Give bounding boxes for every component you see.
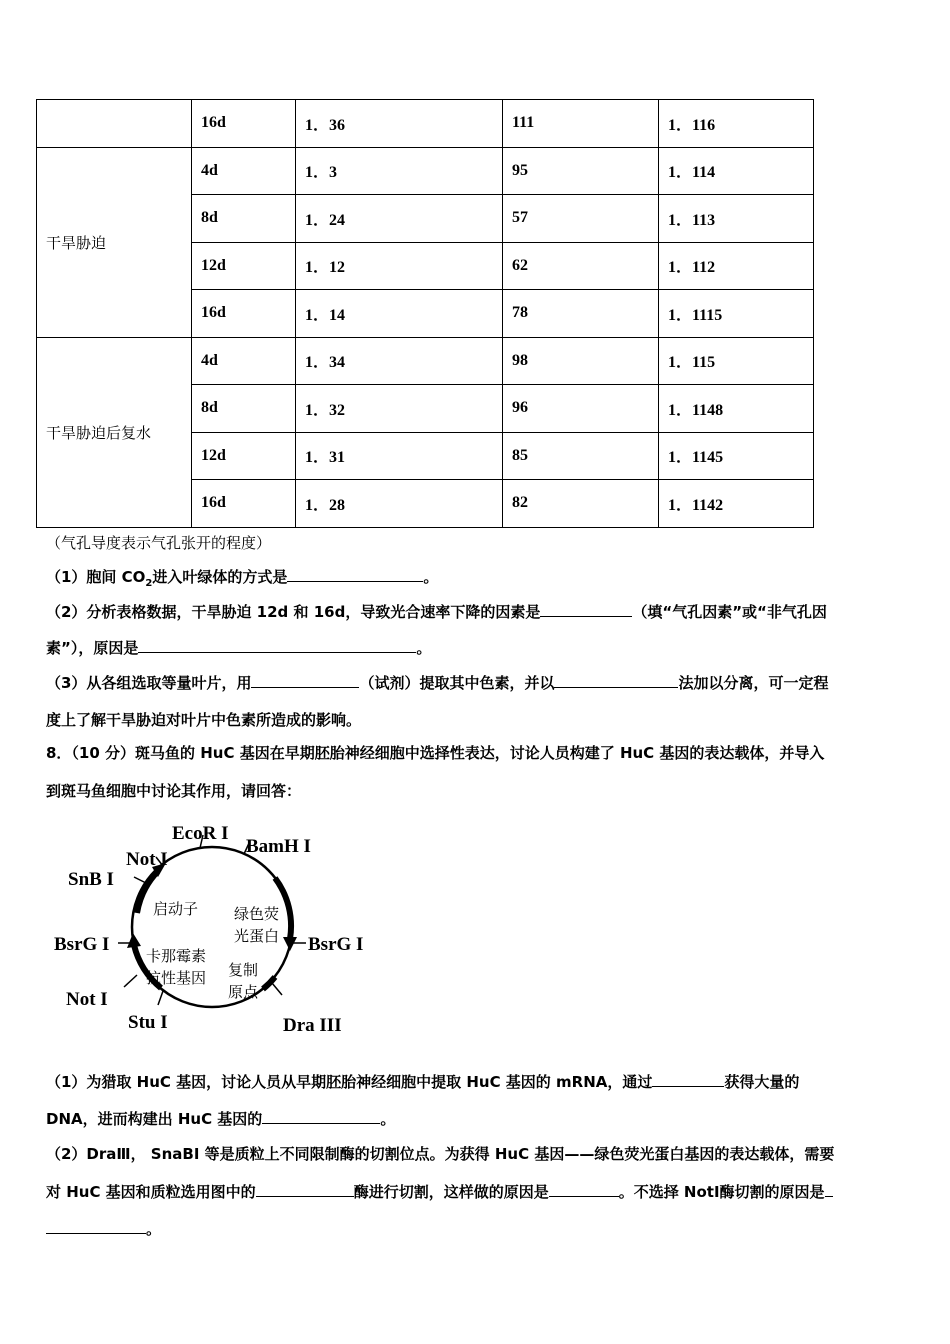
subscript: 2 [145,578,153,589]
text-span: DNA，进而构建出 HuC 基因的 [46,1110,263,1128]
value-cell: 1．1115 [659,290,814,338]
answer-blank[interactable] [554,672,678,688]
value-cell: 1．116 [659,100,814,148]
label-snbi: SnB I [68,869,114,890]
q8-part1-cont [46,1108,395,1129]
table-row [37,147,814,195]
label-ori-1: 复制 [228,961,259,979]
day-cell: 8d [192,385,296,433]
answer-blank[interactable] [549,1181,619,1197]
gfp-arrow [283,937,297,951]
value-cell: 1．113 [659,195,814,243]
label-ecori: EcoR I [172,823,229,844]
text-span: 。 [423,568,439,586]
value-cell: 78 [503,290,659,338]
ori-arc [263,977,275,989]
label-bsrgi-left: BsrG I [54,934,110,955]
table-note: （气孔导度表示气孔张开的程度） [46,534,272,552]
tick [124,975,137,987]
value-cell: 85 [503,432,659,480]
label-kan-1: 卡那霉素 [146,947,207,965]
label-kan-2: 抗性基因 [146,969,207,987]
label-promoter: 启动子 [153,900,199,918]
value-cell: 1．12 [296,242,503,290]
value-cell: 1．3 [296,147,503,195]
table-row [37,337,814,385]
answer-blank[interactable] [287,566,423,582]
kan-arrow [127,933,141,948]
text-span: 对 HuC 基因和质粒选用图中的 [46,1183,256,1201]
label-bamhi: BamH I [246,836,311,857]
table-row [37,100,814,148]
value-cell: 1．36 [296,100,503,148]
answer-blank[interactable] [46,1218,146,1234]
value-cell: 1．115 [659,337,814,385]
day-cell: 16d [192,290,296,338]
value-cell: 1．1142 [659,480,814,528]
text-span: 。 [146,1220,162,1238]
text-span: （试剂）提取其中色素，并以 [359,674,555,692]
text-span: 。 [380,1110,396,1128]
answer-blank[interactable] [251,672,359,688]
data-table [36,99,814,528]
label-noti-top: Not I [126,849,168,870]
q8-intro: 8．（10 分）斑马鱼的 HuC 基因在早期胚胎神经细胞中选择性表达，讨论人员构建了 HuC 基因的表达载体，并导入 [46,744,825,762]
text-span: （2）分析表格数据，干旱胁迫 12d 和 16d，导致光合速率下降的因素是 [46,603,541,621]
q7-part2-cont [46,637,431,658]
q8-intro-cont: 到斑马鱼细胞中讨论其作用，请回答： [46,782,302,800]
day-cell: 16d [192,100,296,148]
value-cell: 1．112 [659,242,814,290]
text-span: （填“气孔因素”或“非气孔因 [632,603,827,621]
answer-blank[interactable] [262,1108,380,1124]
q8-part2: （2）DraⅢ， SnaBI 等是质粒上不同限制酶的切割位点。为获得 HuC 基因——绿色荧光蛋白基因的表达载体，需要 [46,1145,835,1163]
label-draiii: Dra III [283,1015,342,1036]
value-cell: 1．114 [659,147,814,195]
value-cell: 1．32 [296,385,503,433]
q7-part3-cont: 度上了解干旱胁迫对叶片中色素所造成的影响。 [46,711,362,729]
day-cell: 8d [192,195,296,243]
q8-part2-cont [46,1181,833,1202]
value-cell: 111 [503,100,659,148]
answer-blank[interactable] [256,1181,354,1197]
value-cell: 1．31 [296,432,503,480]
text-span: （1）胞间 CO [46,568,146,586]
label-gfp-2: 光蛋白 [234,927,280,945]
value-cell: 95 [503,147,659,195]
value-cell: 57 [503,195,659,243]
group-cell: 干旱胁迫后复水 [37,337,192,527]
value-cell: 62 [503,242,659,290]
value-cell: 96 [503,385,659,433]
text-span: （1）为猎取 HuC 基因，讨论人员从早期胚胎神经细胞中提取 HuC 基因的 mRNA，通过 [46,1073,653,1091]
value-cell: 1．1145 [659,432,814,480]
value-cell: 1．24 [296,195,503,243]
tick [158,991,163,1005]
q7-part2 [46,601,827,622]
text-span: 进入叶绿体的方式是 [152,568,288,586]
text-span: 法加以分离，可一定程 [678,674,829,692]
label-ori-2: 原点 [228,983,259,1001]
day-cell: 12d [192,432,296,480]
answer-blank[interactable] [825,1181,833,1197]
q8-part2-end [46,1218,161,1239]
plasmid-diagram [50,815,390,1040]
value-cell: 1．34 [296,337,503,385]
answer-blank[interactable] [138,637,416,653]
value-cell: 1．1148 [659,385,814,433]
tick [134,877,146,883]
value-cell: 98 [503,337,659,385]
text-span: （3）从各组选取等量叶片，用 [46,674,252,692]
q8-part1 [46,1071,799,1092]
value-cell: 82 [503,480,659,528]
text-span: 获得大量的 [724,1073,800,1091]
label-stui: Stu I [128,1012,168,1033]
day-cell: 12d [192,242,296,290]
label-gfp-1: 绿色荧 [234,905,280,923]
text-span: 。 [416,639,432,657]
group-cell: 干旱胁迫 [37,147,192,337]
day-cell: 4d [192,337,296,385]
text-span: 酶进行切割，这样做的原因是 [353,1183,549,1201]
q7-part3 [46,672,828,693]
value-cell: 1．28 [296,480,503,528]
tick [272,983,282,995]
day-cell: 16d [192,480,296,528]
text-span: 素”），原因是 [46,639,139,657]
value-cell: 1．14 [296,290,503,338]
answer-blank[interactable] [540,601,632,617]
answer-blank[interactable] [652,1071,724,1087]
day-cell: 4d [192,147,296,195]
text-span: 。不选择 NotⅠ酶切割的原因是 [618,1183,825,1201]
group-cell [37,100,192,148]
label-bsrgi-right: BsrG I [308,934,364,955]
q7-part1 [46,566,438,589]
label-noti-bottom: Not I [66,989,108,1010]
